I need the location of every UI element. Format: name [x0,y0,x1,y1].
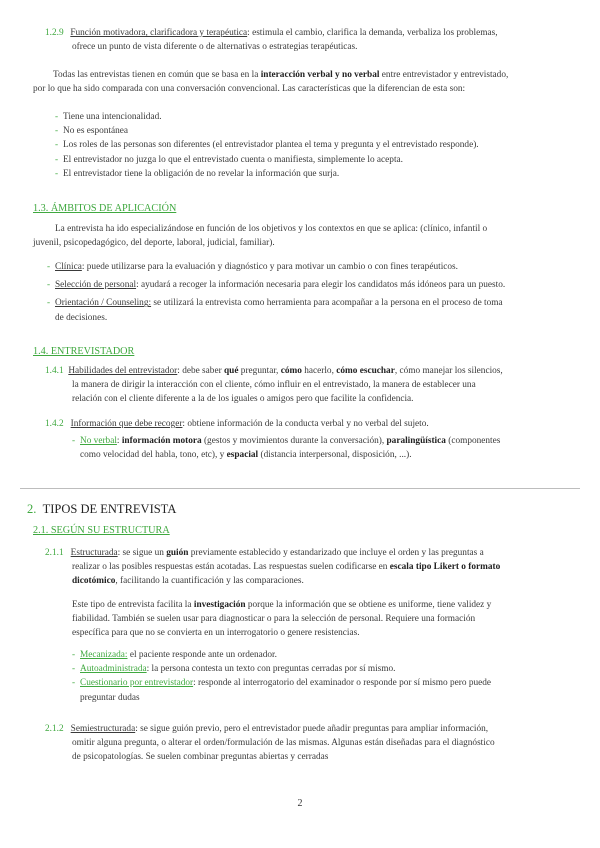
list-item-text: No es espontánea [63,126,129,137]
dash-bullet-icon: - [55,168,59,179]
paragraph-text: Este tipo de entrevista facilita la [72,599,194,610]
dash-bullet-icon: - [47,280,51,291]
paragraph-text: hacerlo, [301,366,337,376]
term-mecanizada: Mecanizada: [80,650,128,660]
term-funcion-motivadora: Función motivadora, clarificadora y terapéutica [70,28,248,38]
paragraph-text: La entrevista ha ido especializándose en función de los objetivos y los contextos en que se aplica: (clínico, infantil o [55,224,488,234]
heading-text: TIPOS DE ENTREVISTA [42,502,177,516]
term-clinica: Clínica [55,262,82,272]
term-orientacion: Orientación / Counseling: [55,298,152,309]
bold-term: interacción verbal y no verbal [260,70,380,80]
paragraph-text: como velocidad del habla, tono, etc), y [80,450,227,461]
list-item-text: preguntar dudas [80,692,140,703]
section-number: 1.2.9 [45,28,64,38]
section-number: 2.1.2 [45,724,64,734]
bold-term: dicotómico [72,576,116,587]
s13-intro [33,222,573,250]
paragraph-text: Todas las entrevistas tienen en común que se basa en la [53,70,261,80]
bold-term: espacial [226,450,259,461]
paragraph-text: realizar o las posibles respuestas están acotadas. Las respuestas suelen codificarse en [72,562,390,573]
paragraph-text: (distancia interpersonal, disposición, ...). [258,450,412,461]
section-1-4-2 [45,417,575,463]
page-number: 2 [297,798,303,809]
heading-1-3: 1.3. ÁMBITOS DE APLICACIÓN [33,203,177,214]
dash-bullet-icon: - [72,436,76,447]
paragraph-text: preguntar, [238,366,281,376]
dash-bullet-icon: - [55,126,59,137]
section-divider [20,488,580,489]
paragraph-text: ofrece un punto de vista diferente o de alternativas o estrategias terapéuticas. [72,42,358,53]
term-autoadministrada: Autoadministrada [80,664,147,675]
s13-list [47,260,577,325]
paragraph-text: : estimula el cambio, clarifica la demanda, verbaliza los problemas, [247,28,498,38]
list-item-text: Tiene una intencionalidad. [63,112,162,122]
paragraph-text: de psicopatologías. Se suelen combinar preguntas abiertas y cerradas [72,752,329,763]
list-item [72,662,577,676]
dash-bullet-icon: - [55,140,59,151]
list-item-text: de decisiones. [55,312,108,323]
bold-term: información motora [121,436,202,447]
section-2-1-2 [45,722,575,765]
heading-2 [27,502,176,516]
paragraph-text: la manera de dirigir la interacción con el cliente, cómo influir en el entrevistado, la manera de establecer una [72,380,476,391]
section-number: 2. [27,502,37,516]
dash-bullet-icon: - [47,298,51,309]
heading-2-1: 2.1. SEGÚN SU ESTRUCTURA [33,525,170,536]
term-habilidades: Habilidades del entrevistador [68,366,178,376]
bold-term: qué [224,366,239,376]
section-1-2-9 [45,26,565,54]
term-no-verbal: No verbal [80,436,117,447]
paragraph-text: : [116,436,122,447]
term-seleccion: Selección de personal [55,280,137,291]
term-estructurada: Estructurada [70,548,118,558]
common-paragraph [33,68,573,96]
paragraph-text: relación con el cliente diferente a la de los iguales o amigos pero que facilite la confidencia. [72,394,414,405]
list-item-text: Los roles de las personas son diferentes (el entrevistador plantea el tema y pregunta y el entrevistado responde). [63,140,479,151]
list-item [72,676,577,690]
paragraph-text: omitir alguna pregunta, o alterar el orden/formulación de las mismas. Algunas están diseñadas para el diagnóstico [72,738,495,749]
list-item-text: el paciente responde ante un ordenador. [127,650,277,660]
paragraph-text: entre entrevistador y entrevistado, [379,70,509,80]
dash-bullet-icon: - [72,664,76,675]
list-item-text: : responde al interrogatorio del examinador o responde por sí mismo pero puede [193,678,492,689]
section-1-4-1 [45,364,575,407]
paragraph-text: : se sigue un [117,548,167,558]
list-item [55,138,575,152]
paragraph-text: (gestos y movimientos durante la conversación), [201,436,387,447]
bold-term: paralingüística [386,436,446,447]
list-item-text: : ayudará a recoger la información necesaria para elegir los candidatos más idóneos para un puesto. [136,280,506,291]
paragraph-text: porque la información que se obtiene es uniforme, tiene validez y [245,599,492,610]
paragraph-text: : debe saber [177,366,225,376]
paragraph-text: , facilitando la cuantificación y las comparaciones. [115,576,304,587]
s211-list [72,648,577,705]
section-number: 2.1.1 [45,548,64,558]
paragraph-text: fiabilidad. También se suelen usar para diagnosticar o para la selección de personal. Requiere una formación [72,613,476,624]
heading-1-4: 1.4. ENTREVISTADOR [33,346,135,357]
paragraph-text: previamente establecido y estandarizado que incluye el orden y las preguntas a [188,548,484,558]
list-item [55,110,575,124]
paragraph-text: (componentes [445,436,501,447]
dash-bullet-icon: - [72,650,76,660]
dash-bullet-icon: - [55,154,59,165]
list-item-text: El entrevistador tiene la obligación de no revelar la información que surja. [63,168,340,179]
section-number: 1.4.2 [45,419,64,429]
list-item [55,153,575,167]
paragraph-text: : obtiene información de la conducta verbal y no verbal del sujeto. [182,419,429,429]
dash-bullet-icon: - [47,262,51,272]
paragraph-text: por lo que ha sido comparada con una conversación convencional. Las características que la diferencian de esta son: [33,84,466,95]
list-item-text: : la persona contesta un texto con preguntas cerradas por sí mismo. [146,664,396,675]
bold-term: investigación [193,599,246,610]
dash-bullet-icon: - [55,112,59,122]
section-number: 1.4.1 [45,366,64,376]
bold-term: cómo escuchar [336,366,395,376]
list-item [55,167,575,181]
list-item [47,296,577,310]
term-informacion: Información que debe recoger [70,419,183,429]
section-2-1-1 [45,546,575,640]
list-item [72,648,577,662]
paragraph-text: juvenil, psicopedagógico, del deporte, laboral, judicial, familiar). [33,238,275,249]
list-item [47,278,577,292]
paragraph-text: , cómo manejar los silencios, [394,366,503,376]
bold-term: guión [166,548,189,558]
bold-term: escala tipo Likert o formato [389,562,501,573]
list-item-text: se utilizará la entrevista como herramienta para acompañar a la persona en el proceso de toma [151,298,503,309]
term-cuestionario: Cuestionario por entrevistador [80,678,194,689]
list-item [55,124,575,138]
term-semiestructurada: Semiestructurada [70,724,136,734]
paragraph-text: : se sigue guión previo, pero el entrevistador puede añadir preguntas para ampliar información, [135,724,489,734]
list-item-text: El entrevistador no juzga lo que el entrevistado cuenta o manifiesta, simplemente lo acepta. [63,154,403,165]
list-item [47,260,577,274]
bold-term: cómo [280,366,302,376]
list-item-text: : puede utilizarse para la evaluación y diagnóstico y para motivar un cambio o con fines terapéuticos. [81,262,458,272]
characteristics-list [55,110,575,181]
dash-bullet-icon: - [72,678,76,689]
paragraph-text: específica para que no se convierta en un interrogatorio o genere resistencias. [72,628,360,639]
